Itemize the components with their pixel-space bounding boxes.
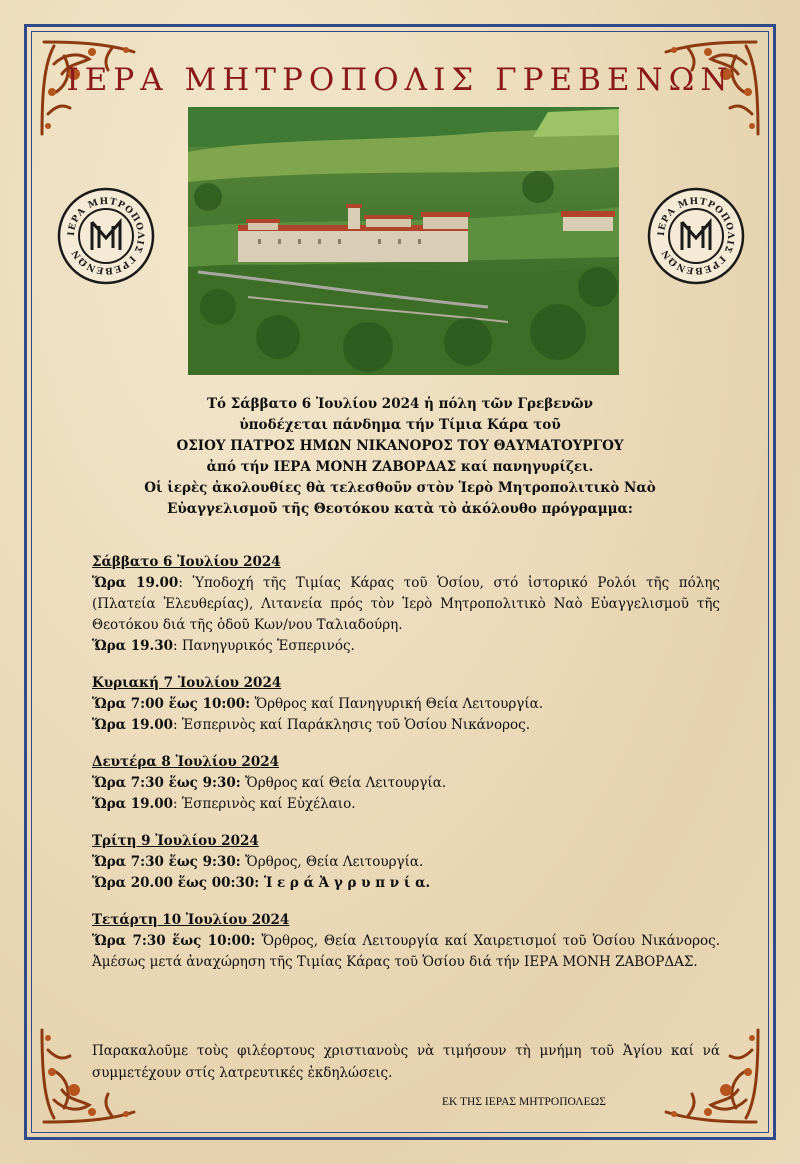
schedule-entry [92,694,720,715]
entry-time: Ὥρα 19.30 [92,638,174,654]
schedule-day [92,752,720,815]
schedule-entry [92,794,720,815]
day-title: Δευτέρα 8 Ἰουλίου 2024 [92,754,280,770]
entry-time: Ὥρα 7:30 ἕως 9:30: [92,775,241,791]
monastery-photo [188,107,619,375]
schedule-entry [92,573,720,636]
entry-time: Ὥρα 7:00 ἕως 10:00: [92,696,251,712]
entry-time: Ὥρα 19.00 [92,717,174,733]
entry-text: : Ἑσπερινὸς καί Εὐχέλαιο. [173,796,356,812]
intro-text [60,394,740,520]
entry-time: Ὥρα 20.00 ἕως 00:30: [92,875,260,891]
schedule-day [92,831,720,894]
entry-text: Ὄρθρος, Θεία Λειτουργία. [240,854,424,870]
metropolis-seal-icon [646,186,746,286]
svg-text:ΙΕΡΑ ΜΗΤΡΟΠΟΛΙΣ ΓΡΕΒΕΝΩΝ: ΙΕΡΑ ΜΗΤΡΟΠΟΛΙΣ ΓΡΕΒΕΝΩΝ [656,196,736,276]
schedule-day [92,673,720,736]
entry-text: Ὄρθρος, Θεία Λειτουργία καί Χαιρετισμοί τοῦ Ὁσίου Νικάνορος. Ἀμέσως μετά ἀναχώρηση τῆς Τιμίας Κάρας τοῦ Ὁσίου διά τήν ΙΕΡΑ ΜΟΝΗ ΖΑΒΟΡΔΑΣ. [92,933,720,970]
page-title: ΙΕΡΑ ΜΗΤΡΟΠΟΛΙΣ ΓΡΕΒΕΝΩΝ [66,62,734,98]
entry-text: : Ἑσπερινὸς καί Παράκλησις τοῦ Ὁσίου Νικάνορος. [173,717,531,733]
schedule-entry [92,873,720,894]
entry-text: Ὄρθρος καί Πανηγυρική Θεία Λειτουργία. [250,696,544,712]
schedule-day [92,552,720,657]
metropolis-seal-icon [56,186,156,286]
entry-time: Ὥρα 7:30 ἕως 10:00: [92,933,256,949]
day-title: Κυριακή 7 Ἰουλίου 2024 [92,675,282,691]
intro-line: Τό Σάββατο 6 Ἰουλίου 2024 ἡ πόλη τῶν Γρεβενῶν [206,396,593,412]
intro-line: ἀπό τήν ΙΕΡΑ ΜΟΝΗ ΖΑΒΟΡΔΑΣ καί πανηγυρίζει. [206,459,594,475]
day-title: Σάββατο 6 Ἰουλίου 2024 [92,554,281,570]
schedule-entry [92,931,720,973]
day-title: Τετάρτη 10 Ἰουλίου 2024 [92,912,290,928]
svg-text:ΙΕΡΑ ΜΗΤΡΟΠΟΛΙΣ ΓΡΕΒΕΝΩΝ: ΙΕΡΑ ΜΗΤΡΟΠΟΛΙΣ ΓΡΕΒΕΝΩΝ [66,196,146,276]
entry-text: Ἱ ε ρ ά Ἀ γ ρ υ π ν ί α. [259,875,431,891]
entry-time: Ὥρα 19.00 [92,796,174,812]
entry-text: Ὄρθρος καί Θεία Λειτουργία. [240,775,447,791]
schedule [92,552,720,989]
schedule-day [92,910,720,973]
schedule-entry [92,852,720,873]
intro-line: Οἱ ἱερὲς ἀκολουθίες θὰ τελεσθοῦν στὸν Ἱερὸ Μητροπολιτικὸ Ναὸ [144,480,656,496]
intro-line: ὑποδέχεται πάνδημα τήν Τίμια Κάρα τοῦ [239,417,561,433]
entry-time: Ὥρα 19.00 [92,575,179,591]
entry-text: : Πανηγυρικός Ἑσπερινός. [173,638,355,654]
schedule-entry [92,715,720,736]
day-title: Τρίτη 9 Ἰουλίου 2024 [92,833,259,849]
intro-line: Εὐαγγελισμοῦ τῆς Θεοτόκου κατὰ τὸ ἀκόλουθο πρόγραμμα: [167,501,633,517]
schedule-entry [92,636,720,657]
entry-text: : Ὑποδοχή τῆς Τιμίας Κάρας τοῦ Ὁσίου, στό ἱστορικό Ρολόι τῆς πόλης (Πλατεία Ἐλευθερίας), Λιτανεία πρός τὸν Ἱερὸ Μητροπολιτικὸ Ναὸ Εὐαγγελισμοῦ τῆς Θεοτόκου διά τῆς ὁδοῦ Κων/νου Ταλιαδούρη. [92,575,720,633]
signature: ΕΚ ΤΗΣ ΙΕΡΑΣ ΜΗΤΡΟΠΟΛΕΩΣ [442,1096,606,1108]
closing-text: Παρακαλοῦμε τοὺς φιλέορτους χριστιανοὺς νὰ τιμήσουν τὴ μνήμη τοῦ Ἁγίου καί νά συμμετέχουν στίς λατρευτικές ἐκδηλώσεις. [92,1043,720,1081]
intro-line: ΟΣΙΟΥ ΠΑΤΡΟΣ ΗΜΩΝ ΝΙΚΑΝΟΡΟΣ ΤΟΥ ΘΑΥΜΑΤΟΥΡΓΟΥ [176,438,624,454]
schedule-entry [92,773,720,794]
entry-time: Ὥρα 7:30 ἕως 9:30: [92,854,241,870]
